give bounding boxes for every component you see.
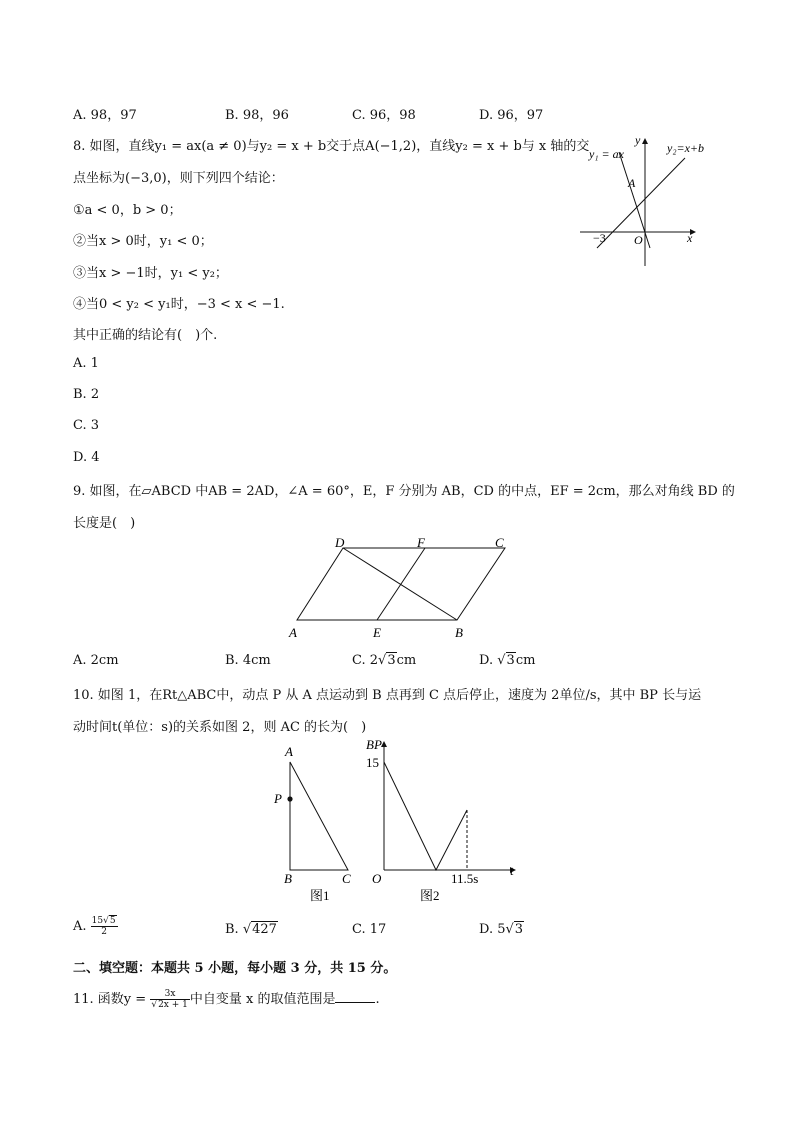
q8-conclusion-4: ④当0 < y₂ < y₁时，−3 < x < −1.: [73, 297, 285, 312]
point-p-dot: [287, 796, 292, 801]
q8-conclusion-3: ③当x > −1时，y₁ < y₂；: [73, 266, 228, 281]
q8-stem-line1: 8. 如图，直线y₁ = ax(a ≠ 0)与y₂ = x + b交于点A(−1,2)，直线y₂ = x + b与 x 轴的交: [73, 139, 590, 154]
q10-option-d: D. 5√3: [479, 922, 524, 937]
label-x-axis: x: [687, 231, 693, 245]
q7-option-d: D. 96，97: [479, 108, 544, 123]
section-2-title: 二、填空题：本题共 5 小题，每小题 3 分，共 15 分。: [73, 961, 397, 976]
q11-stem: 11. 函数y = $\frac{3x}{√2x + 1}$ 中自变量 x 的取值范围是 .: [73, 989, 380, 1010]
point-e: E: [373, 625, 381, 640]
label-origin: O: [634, 233, 643, 247]
q8-option-b: B. 2: [73, 387, 100, 402]
fig2-label-15: 15: [366, 755, 379, 770]
q10-stem-line2: 动时间t(单位：s)的关系如图 2，则 AC 的长为( ): [73, 720, 367, 735]
fig1-caption: 图1: [310, 888, 330, 903]
q8-graph-figure: [575, 130, 725, 270]
q7-option-b: B. 98，96: [225, 108, 289, 123]
q9-stem-line2: 长度是( ): [73, 516, 136, 531]
vertex-b: B: [455, 625, 463, 640]
q8-option-a: A. 1: [73, 356, 99, 371]
fig1-vertex-a: A: [285, 744, 293, 759]
fig2-label-t: t: [510, 863, 514, 878]
q9-option-d: D. √3cm: [479, 653, 536, 668]
q8-question: 其中正确的结论有( )个.: [73, 328, 218, 343]
vertex-d: D: [335, 535, 345, 550]
fig2-label-origin: O: [372, 871, 382, 886]
y-axis-arrow-icon: [642, 138, 648, 144]
vertex-a: A: [289, 625, 297, 640]
q10-a-fraction: $\frac{15√5}{2}$: [91, 916, 116, 937]
q11-fraction: $\frac{3x}{√2x + 1}$: [151, 989, 188, 1010]
q11-answer-blank[interactable]: [335, 991, 375, 1003]
label-y1: y₁ = ax: [589, 147, 624, 161]
q9-option-b: B. 4cm: [225, 653, 271, 668]
fig2-label-t-end: 11.5s: [451, 871, 479, 886]
q8-conclusion-1: ①a < 0，b > 0；: [73, 203, 182, 218]
fig2-label-bp: BP: [366, 737, 382, 752]
label-minus-3: −3: [593, 231, 606, 245]
q8-stem-line2: 点坐标为(−3,0)，则下列四个结论：: [73, 171, 284, 186]
q9-option-c: C. 2√3cm: [352, 653, 417, 668]
q7-option-a: A. 98，97: [73, 108, 137, 123]
q8-option-c: C. 3: [73, 418, 100, 433]
q10-option-c: C. 17: [352, 922, 387, 937]
q10-option-b: B. √427: [225, 922, 277, 937]
q9-d-radicand: 3: [506, 653, 515, 668]
q10-figure-1-triangle: [270, 740, 370, 905]
fig2-caption: 图2: [420, 888, 440, 903]
q8-option-d: D. 4: [73, 450, 100, 465]
q9-stem-line1: 9. 如图，在▱ABCD 中AB = 2AD，∠A = 60°，E，F 分别为 AB，CD 的中点，EF = 2cm，那么对角线 BD 的: [73, 484, 735, 499]
q9-option-a: A. 2cm: [73, 653, 119, 668]
label-y-axis: y: [635, 133, 641, 147]
fig2-bp-axis-arrow-icon: [381, 741, 387, 747]
diagonal-bd: [343, 548, 457, 620]
label-y2: y₂=x+b: [667, 141, 705, 155]
q10-option-a: A. $\frac{15√5}{2}$: [73, 916, 116, 937]
q9-c-radicand: 3: [387, 653, 396, 668]
q7-option-c: C. 96，98: [352, 108, 416, 123]
fig1-point-p: P: [274, 791, 282, 806]
triangle-abc: [290, 762, 348, 870]
q10-figure-2-graph: [360, 735, 525, 905]
vertex-c: C: [495, 535, 504, 550]
q10-stem-line1: 10. 如图 1，在Rt△ABC中，动点 P 从 A 点运动到 B 点再到 C 点后停止，速度为 2单位/s，其中 BP 长与运: [73, 688, 702, 703]
fig1-vertex-b: B: [284, 871, 292, 886]
fig1-vertex-c: C: [342, 871, 351, 886]
segment-ef: [377, 548, 425, 620]
point-f: F: [417, 535, 425, 550]
label-point-a: A: [628, 176, 636, 190]
q9-parallelogram-figure: [285, 534, 515, 644]
fig2-bp-curve: [384, 762, 467, 870]
q8-conclusion-2: ②当x > 0时，y₁ < 0；: [73, 234, 213, 249]
